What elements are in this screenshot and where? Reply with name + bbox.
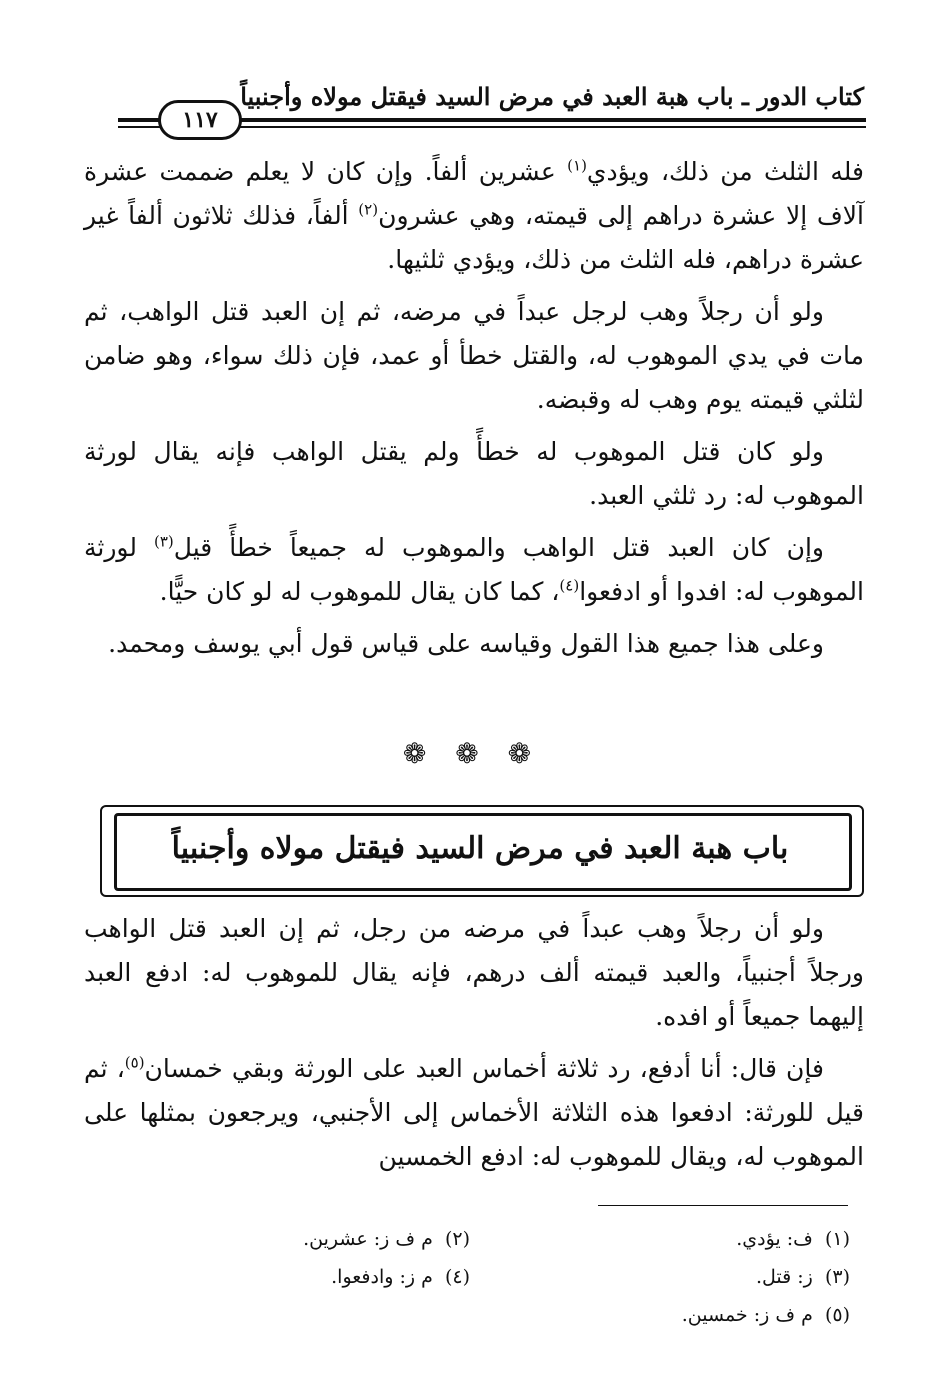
footnotes bbox=[90, 1220, 850, 1334]
paragraph-text: ، ثم قيل للورثة: ادفعوا هذه الثلاثة الأخماس إلى الأجنبي، ويرجعون بمثلها على الموهوب له، ويقال للموهوب له: ادفع الخمسين bbox=[84, 1054, 864, 1171]
footnote-number: (٥) bbox=[824, 1304, 850, 1326]
footnote-row bbox=[90, 1296, 850, 1334]
footnote-4 bbox=[90, 1266, 470, 1288]
paragraph bbox=[84, 1047, 864, 1179]
paragraph-text: ، كما كان يقال للموهوب له لو كان حيًّا. bbox=[159, 577, 560, 606]
footnote-divider bbox=[598, 1205, 848, 1206]
footnote-ref: (٤) bbox=[559, 576, 580, 595]
page-number: ١١٧ bbox=[158, 100, 242, 140]
footnote-number: (٢) bbox=[444, 1228, 470, 1250]
paragraph-text: ولو أن رجلاً وهب عبداً في مرضه من رجل، ثم إن العبد قتل الواهب ورجلاً أجنبياً، والعبد قيمته ألف درهم، فإنه يقال للموهوب له: ادفع العبد إليهما جميعاً أو افده. bbox=[84, 914, 864, 1031]
paragraph bbox=[84, 907, 864, 1039]
footnote-text: ز: قتل. bbox=[755, 1266, 813, 1288]
footnote-2 bbox=[90, 1228, 470, 1250]
footnote-1 bbox=[470, 1228, 850, 1250]
body-text-top bbox=[84, 150, 864, 674]
footnote-3 bbox=[470, 1266, 850, 1288]
footnote-ref: (٣) bbox=[154, 532, 174, 551]
footnote-ref: (١) bbox=[567, 156, 587, 175]
footnote-text: م ف ز: خمسين. bbox=[681, 1304, 813, 1326]
paragraph-text: فله الثلث من ذلك، ويؤدي bbox=[586, 157, 864, 186]
paragraph-text: ولو كان قتل الموهوب له خطأً ولم يقتل الواهب فإنه يقال لورثة الموهوب له: رد ثلثي العبد. bbox=[84, 437, 864, 510]
paragraph bbox=[84, 290, 864, 422]
paragraph-text: وعلى هذا جميع هذا القول وقياسه على قياس قول أبي يوسف ومحمد. bbox=[108, 629, 824, 658]
paragraph-text: ولو أن رجلاً وهب لرجل عبداً في مرضه، ثم إن العبد قتل الواهب، ثم مات في يدي الموهوب له، والقتل خطأ أو عمد، فإن ذلك سواء، وهو ضامن لثلثي قيمته يوم وهب له وقبضه. bbox=[84, 297, 864, 414]
footnote-row bbox=[90, 1220, 850, 1258]
paragraph-text: ألفاً، فذلك ثلاثون ألفاً غير عشرة دراهم، فله الثلث من ذلك، ويؤدي ثلثيها. bbox=[84, 201, 864, 274]
footnote-row bbox=[90, 1258, 850, 1296]
paragraph bbox=[84, 622, 864, 666]
paragraph bbox=[84, 150, 864, 282]
footnote-ref: (٥) bbox=[124, 1053, 145, 1072]
footnote-number: (٤) bbox=[444, 1266, 470, 1288]
footnote-number: (٣) bbox=[824, 1266, 850, 1288]
body-text-bottom bbox=[84, 907, 864, 1187]
footnote-text: ف: يؤدي. bbox=[736, 1228, 813, 1250]
paragraph-text: لورثة الموهوب له: افدوا أو ادفعوا bbox=[84, 533, 864, 606]
section-separator: ❁ ❁ ❁ bbox=[402, 737, 542, 770]
footnote-5 bbox=[470, 1304, 850, 1326]
footnote-text: م ز: وادفعوا. bbox=[331, 1266, 433, 1288]
footnote-number: (١) bbox=[824, 1228, 850, 1250]
paragraph-text: وإن كان العبد قتل الواهب والموهوب له جميعاً خطأً قيل bbox=[173, 533, 824, 562]
section-title: باب هبة العبد في مرض السيد فيقتل مولاه وأجنبياً bbox=[171, 831, 789, 866]
footnote-text: م ف ز: عشرين. bbox=[303, 1228, 433, 1250]
paragraph bbox=[84, 430, 864, 518]
paragraph bbox=[84, 526, 864, 614]
paragraph-text: عشرين ألفاً. وإن كان لا يعلم ضممت عشرة آلاف إلا عشرة دراهم إلى قيمته، وهي عشرون bbox=[84, 157, 864, 230]
running-header-title: كتاب الدور ـ باب هبة العبد في مرض السيد فيقتل مولاه وأجنبياً bbox=[240, 82, 864, 111]
footnote-ref: (٢) bbox=[358, 200, 379, 219]
paragraph-text: فإن قال: أنا أدفع، رد ثلاثة أخماس العبد على الورثة وبقي خمسان bbox=[144, 1054, 824, 1083]
